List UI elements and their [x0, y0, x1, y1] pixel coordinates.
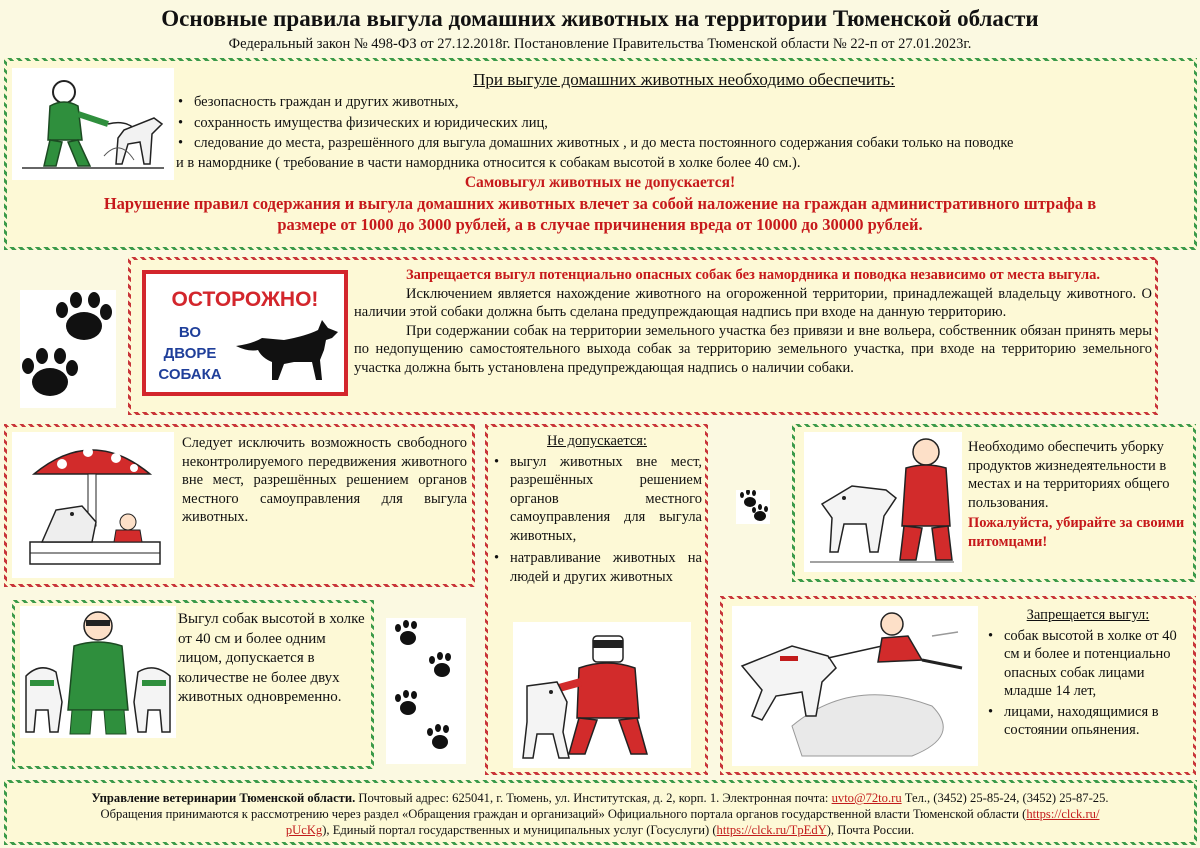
list-item: • натравливание животных на людей и других животных: [492, 549, 702, 586]
playground-dog-illustration: [12, 432, 174, 578]
page-title: Основные правила выгула домашних животных на территории Тюменской области: [161, 6, 1039, 31]
paw-prints-illustration: [20, 290, 116, 408]
walk-forbidden-list: [986, 627, 1190, 740]
not-allowed-heading: Не допускается:: [547, 433, 647, 449]
sign-title: ОСТОРОЖНО!: [171, 288, 319, 311]
fine-notice-line2: размере от 1000 до 3000 рублей, а в случае причинения вреда от 10000 до 30000 рублей.: [277, 215, 923, 234]
footer-org: Управление ветеринарии Тюменской области.: [91, 791, 356, 805]
not-allowed-list: [492, 453, 702, 587]
cleanup-call: Пожалуйста, убирайте за своими питомцами!: [968, 515, 1185, 550]
footer-line3: pUcKg), Единый портал государственных и муниципальных услуг (Госуслуги) (https://clck.ru/TpEdY), Почта России.: [285, 823, 915, 837]
man-walking-dog-illustration: [12, 68, 174, 180]
walk-rules-content: [176, 70, 1192, 153]
dog-silhouette-icon: [234, 316, 342, 386]
dog-waste-illustration: [804, 432, 962, 572]
portal-link-part1[interactable]: https://clck.ru/: [1026, 807, 1100, 821]
footer-line2: Обращения принимаются к рассмотрению через раздел «Обращения граждан и организаций» Официального портала органов государственной власти Тюменской области (https://clck.ru/: [100, 807, 1100, 821]
page-subtitle: Федеральный закон № 498-ФЗ от 27.12.2018г. Постановление Правительства Тюменской области № 22-п от 27.01.2023г.: [228, 36, 972, 52]
walk-rules-heading: При выгуле домашних животных необходимо обеспечить:: [473, 70, 895, 89]
paw-trail-illustration: [386, 618, 466, 764]
walk-forbidden-content: [986, 606, 1190, 740]
dangerous-dogs-content: [354, 266, 1152, 377]
list-item: • выгул животных вне мест, разрешённых решением органов местного самоуправления для выгула животных,: [492, 453, 702, 546]
not-allowed-content: [492, 432, 702, 586]
dangerous-dogs-p1: Исключением является нахождение животного на огороженной территории, принадлежащей владельцу животного. О наличии этой собаки должна быть сделана предупреждающая надпись при входе на данную территорию.: [354, 285, 1152, 320]
walk-forbidden-heading: Запрещается выгул:: [1026, 607, 1150, 623]
cleanup-content: [968, 438, 1190, 551]
small-paw-icon: [736, 490, 770, 524]
footer-line1: Управление ветеринарии Тюменской области. Почтовый адрес: 625041, г. Тюмень, ул. Институтская, д. 2, корп. 1. Электронная почта: uvto@72to.ru Тел., (3452) 25-85-24, (3452) 25-87-25.: [91, 791, 1109, 805]
man-with-two-dogs-illustration: [20, 606, 176, 738]
list-item: • безопасность граждан и других животных,: [176, 93, 1192, 112]
free-roaming-text: Следует исключить возможность свободного неконтролируемого передвижения животного вне мест, разрешённых решением органов местного самоуправления для выгула животных.: [182, 435, 467, 525]
walk-rules-item3-continued: и в наморднике ( требование в части намордника относится к собакам высотой в холке более 40 см.).: [176, 155, 801, 171]
fine-notice-line1: Нарушение правил содержания и выгула домашних животных влечет за собой наложение на граждан административного штрафа в: [103, 194, 1097, 213]
list-item: • следование до места, разрешённого для выгула домашних животных , и до места постоянного содержания собаки только на поводке: [176, 134, 1192, 153]
two-dogs-text: Выгул собак высотой в холке от 40 см и более одним лицом, допускается в количестве не более двух животных одновременно.: [178, 611, 365, 705]
dangerous-dogs-heading: Запрещается выгул потенциально опасных собак без намордника и поводка независимо от места выгула.: [405, 267, 1101, 283]
list-item: • лицами, находящимися в состоянии опьянения.: [986, 703, 1190, 740]
dangerous-dogs-p2: При содержании собак на территории земельного участка без привязи и вне вольера, собственник обязан принять меры по недопущению самостоятельного выхода собак за территорию земельного участка, при входе на территорию земельного участка должна быть установлена предупреждающая надпись о наличии собаки.: [354, 322, 1152, 376]
self-walk-warning: Самовыгул животных не допускается!: [464, 174, 736, 191]
gosuslugi-link[interactable]: https://clck.ru/TpEdY: [716, 823, 827, 837]
footer-contacts: [14, 790, 1186, 838]
walk-rules-list: [176, 93, 1192, 153]
email-link[interactable]: uvto@72to.ru: [831, 791, 902, 805]
cleanup-text: Необходимо обеспечить уборку продуктов жизнедеятельности в местах и на территориях общего пользования.: [968, 439, 1170, 511]
portal-link-part2[interactable]: pUcKg: [285, 823, 323, 837]
list-item: • собак высотой в холке от 40 см и более и потенциально опасных собак лицами младше 14 лет,: [986, 627, 1190, 701]
child-pulled-by-dog-illustration: [732, 606, 978, 766]
man-inciting-dog-illustration: [513, 622, 691, 768]
list-item: • сохранность имущества физических и юридических лиц,: [176, 114, 1192, 133]
beware-of-dog-sign: [142, 270, 348, 396]
sign-text: ВО ДВОРЕ СОБАКА: [158, 324, 222, 383]
